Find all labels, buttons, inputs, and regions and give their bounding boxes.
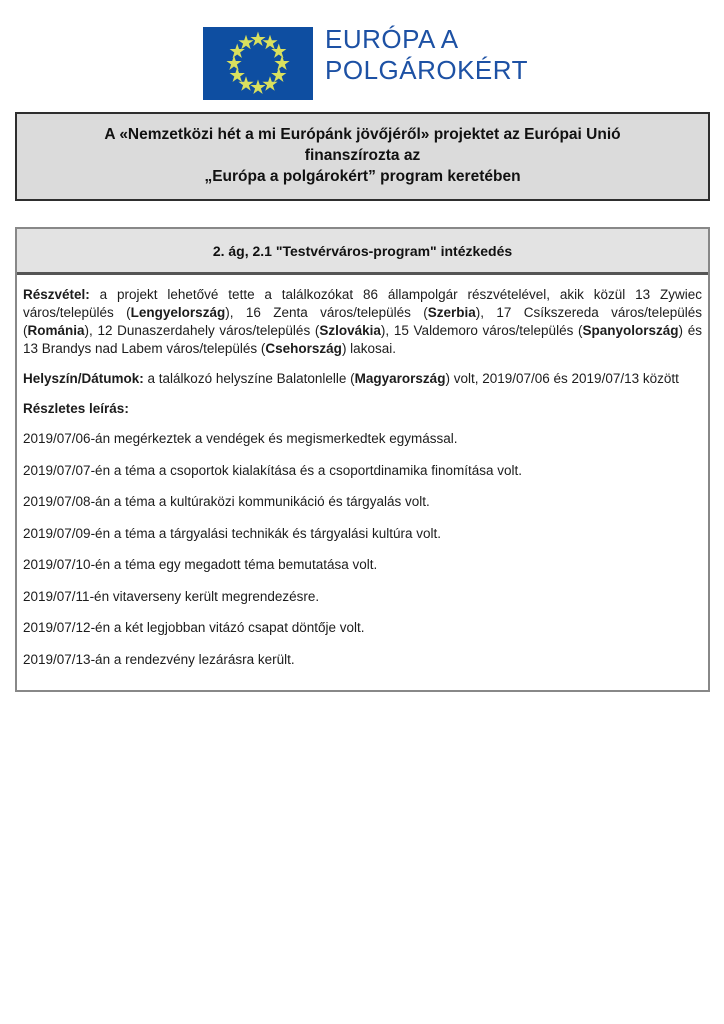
measure-table-header: 2. ág, 2.1 "Testvérváros-program" intézkedés [17, 229, 708, 275]
funding-statement-box [15, 112, 710, 201]
participation-paragraph: Részvétel: a projekt lehetővé tette a találkozókat 86 állampolgár részvételével, akik közül 13 Zywiec város/település (Lengyelország), 16 Zenta város/település (Szerbia), 17 Csíkszereda város/település (Románia), 12 Dunaszerdahely város/település (Szlovákia), 15 Valdemoro város/település (Spanyolország) és 13 Brandys nad Labem város/település (Csehország) lakosai. [23, 287, 702, 356]
funding-statement-line1: A «Nemzetközi hét a mi Európánk jövőjéről» projektet az Európai Unió [104, 126, 621, 143]
programme-title-line1: EURÓPA A [325, 24, 459, 54]
measure-table-body [17, 275, 708, 690]
location-dates-paragraph: Helyszín/Dátumok: a találkozó helyszíne Balatonlelle (Magyarország) volt, 2019/07/06 és 2019/07/13 között [23, 371, 679, 386]
description-item: 2019/07/09-én a téma a tárgyalási technikák és tárgyalási kultúra volt. [23, 525, 441, 541]
programme-title [325, 24, 528, 86]
programme-title-line2: POLGÁROKÉRT [325, 55, 528, 85]
description-item: 2019/07/06-án megérkeztek a vendégek és megismerkedtek egymással. [23, 431, 458, 446]
eu-flag-icon [203, 27, 313, 100]
funding-statement-line2: finanszírozta az [304, 147, 421, 164]
description-item: 2019/07/13-án a rendezvény lezárásra került. [23, 651, 295, 667]
description-item: 2019/07/07-én a téma a csoportok kialakítása és a csoportdinamika finomítása volt. [23, 462, 523, 478]
description-item: 2019/07/10-én a téma egy megadott téma bemutatása volt. [23, 557, 378, 572]
funding-statement-line3: „Európa a polgárokért” program keretében [204, 168, 521, 185]
description-item: 2019/07/12-én a két legjobban vitázó csapat döntője volt. [23, 620, 365, 635]
measure-table [15, 227, 710, 692]
description-item: 2019/07/08-án a téma a kultúraközi kommunikáció és tárgyalás volt. [23, 494, 430, 509]
description-item: 2019/07/11-én vitaverseny került megrendezésre. [23, 588, 320, 604]
detailed-description-heading: Részletes leírás: [23, 401, 129, 416]
